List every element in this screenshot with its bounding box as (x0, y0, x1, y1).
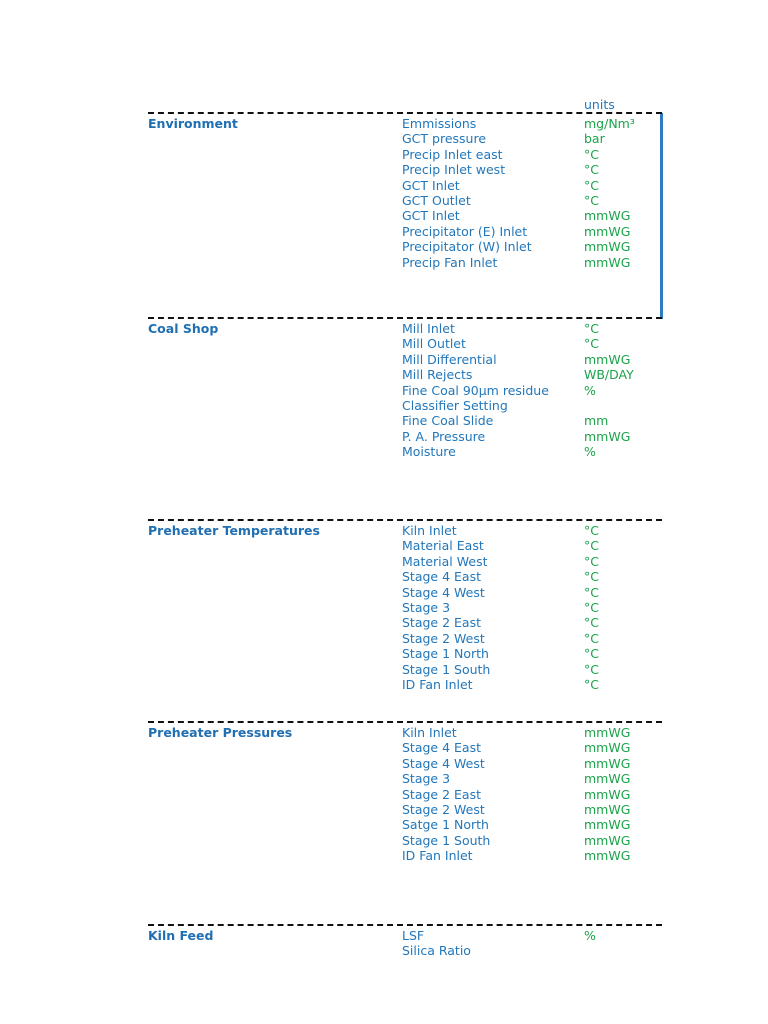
parameter-row (402, 208, 662, 223)
section-title: Kiln Feed (148, 928, 214, 943)
parameter-name: P. A. Pressure (402, 428, 486, 444)
parameter-unit: mmWG (584, 725, 631, 740)
parameter-unit: °C (584, 615, 599, 631)
parameter-name: Stage 1 North (402, 646, 489, 662)
parameter-unit: °C (584, 599, 599, 615)
parameter-row (402, 178, 662, 193)
parameter-unit: mmWG (584, 428, 631, 444)
parameter-name: Stage 4 West (402, 584, 485, 600)
parameter-unit: mmWG (584, 801, 631, 817)
parameter-row (402, 367, 662, 382)
parameter-name: Stage 4 West (402, 755, 485, 771)
parameter-name: Moisture (402, 444, 456, 460)
parameter-name: Satge 1 North (402, 817, 489, 833)
parameter-list (402, 928, 662, 959)
parameter-unit: % (584, 382, 596, 398)
parameter-name: Precip Inlet west (402, 162, 506, 178)
parameter-row (402, 943, 662, 958)
parameter-unit: °C (584, 192, 599, 208)
parameter-row (402, 615, 662, 630)
section-title: Environment (148, 116, 238, 131)
parameter-name: Fine Coal Slide (402, 413, 494, 429)
parameter-unit: % (584, 928, 596, 943)
parameter-unit: mmWG (584, 254, 631, 270)
parameter-row (402, 677, 662, 692)
parameter-unit: mmWG (584, 208, 631, 224)
parameter-unit: mmWG (584, 755, 631, 771)
parameter-name: Stage 1 South (402, 832, 491, 848)
parameter-unit: mmWG (584, 239, 631, 255)
parameter-row (402, 383, 662, 398)
parameter-unit: % (584, 444, 596, 460)
parameter-name: Stage 2 West (402, 630, 485, 646)
section-title: Preheater Temperatures (148, 523, 320, 538)
parameter-row (402, 336, 662, 351)
parameter-row (402, 352, 662, 367)
parameter-name: Classifier Setting (402, 397, 508, 413)
parameter-name: Mill Outlet (402, 336, 466, 352)
parameter-unit: °C (584, 336, 599, 352)
parameter-name: Precipitator (W) Inlet (402, 239, 532, 255)
parameter-unit: mmWG (584, 351, 631, 367)
parameter-row (402, 444, 662, 459)
parameter-unit: °C (584, 523, 599, 538)
parameter-unit: °C (584, 661, 599, 677)
parameter-unit: °C (584, 646, 599, 662)
parameter-row (402, 162, 662, 177)
parameter-row (402, 398, 662, 413)
parameter-name: Emmissions (402, 116, 477, 131)
parameter-name: Silica Ratio (402, 943, 471, 959)
parameter-row (402, 928, 662, 943)
parameter-row (402, 802, 662, 817)
parameter-row (402, 848, 662, 863)
parameter-unit: mmWG (584, 786, 631, 802)
parameter-row (402, 833, 662, 848)
parameter-name: Material East (402, 538, 484, 554)
parameter-list (402, 725, 662, 864)
parameter-row (402, 600, 662, 615)
parameter-list (402, 116, 662, 270)
parameter-name: GCT Inlet (402, 177, 460, 193)
parameter-unit: °C (584, 162, 599, 178)
parameter-name: Precip Inlet east (402, 146, 503, 162)
parameter-row (402, 585, 662, 600)
parameter-row (402, 523, 662, 538)
section-title: Coal Shop (148, 321, 219, 336)
parameter-row (402, 131, 662, 146)
parameter-unit: mmWG (584, 771, 631, 787)
parameter-row (402, 817, 662, 832)
parameter-row (402, 255, 662, 270)
parameter-row (402, 631, 662, 646)
parameter-unit: °C (584, 538, 599, 554)
parameter-row (402, 725, 662, 740)
parameter-row (402, 413, 662, 428)
section-divider (148, 721, 662, 723)
parameter-row (402, 239, 662, 254)
parameter-row (402, 756, 662, 771)
parameter-unit: mmWG (584, 848, 631, 864)
parameter-unit: °C (584, 177, 599, 193)
parameter-name: Material West (402, 553, 488, 569)
parameter-name: Mill Differential (402, 351, 497, 367)
parameter-name: ID Fan Inlet (402, 676, 473, 692)
parameter-unit: bar (584, 131, 605, 147)
parameter-list (402, 321, 662, 460)
parameter-name: Stage 2 West (402, 801, 485, 817)
parameter-name: Fine Coal 90µm residue (402, 382, 549, 398)
parameter-unit: °C (584, 146, 599, 162)
parameter-row (402, 224, 662, 239)
parameter-name: Stage 3 (402, 771, 451, 787)
parameter-name: ID Fan Inlet (402, 848, 473, 864)
section-divider (148, 317, 662, 319)
units-column-header: units (584, 97, 615, 112)
parameter-unit: mmWG (584, 817, 631, 833)
parameter-name: Mill Inlet (402, 321, 455, 336)
parameter-unit: °C (584, 630, 599, 646)
parameter-unit: mm (584, 413, 609, 429)
parameter-row (402, 147, 662, 162)
section-divider (148, 924, 662, 926)
parameter-name: Precip Fan Inlet (402, 254, 498, 270)
parameter-name: Mill Rejects (402, 367, 473, 383)
parameter-unit: °C (584, 584, 599, 600)
parameter-name: Stage 4 East (402, 569, 481, 585)
section-title: Preheater Pressures (148, 725, 293, 740)
section-divider (148, 519, 662, 521)
parameter-row (402, 771, 662, 786)
parameter-unit: mmWG (584, 223, 631, 239)
parameter-name: LSF (402, 928, 425, 943)
parameter-unit: WB/DAY (584, 367, 634, 383)
parameter-name: Stage 4 East (402, 740, 481, 756)
parameter-name: Stage 2 East (402, 615, 481, 631)
parameter-name: Precipitator (E) Inlet (402, 223, 528, 239)
parameter-unit: °C (584, 553, 599, 569)
parameter-unit: °C (584, 676, 599, 692)
parameter-unit: °C (584, 569, 599, 585)
parameter-row (402, 538, 662, 553)
parameter-row (402, 740, 662, 755)
section-divider (148, 112, 662, 114)
parameter-row (402, 116, 662, 131)
parameter-list (402, 523, 662, 692)
parameter-row (402, 569, 662, 584)
parameter-row (402, 193, 662, 208)
parameter-row (402, 662, 662, 677)
parameter-row (402, 787, 662, 802)
parameter-row (402, 429, 662, 444)
parameter-name: Stage 3 (402, 599, 451, 615)
parameter-name: GCT Outlet (402, 192, 471, 208)
parameter-unit: °C (584, 321, 599, 336)
parameter-row (402, 554, 662, 569)
parameter-name: GCT Inlet (402, 208, 460, 224)
parameter-unit: mmWG (584, 832, 631, 848)
parameter-unit: mg/Nm³ (584, 116, 635, 131)
parameter-unit: mmWG (584, 740, 631, 756)
parameter-name: Kiln Inlet (402, 725, 457, 740)
parameter-name: Stage 1 South (402, 661, 491, 677)
parameter-name: GCT pressure (402, 131, 487, 147)
parameter-name: Stage 2 East (402, 786, 481, 802)
parameter-name: Kiln Inlet (402, 523, 457, 538)
parameter-row (402, 646, 662, 661)
parameter-row (402, 321, 662, 336)
